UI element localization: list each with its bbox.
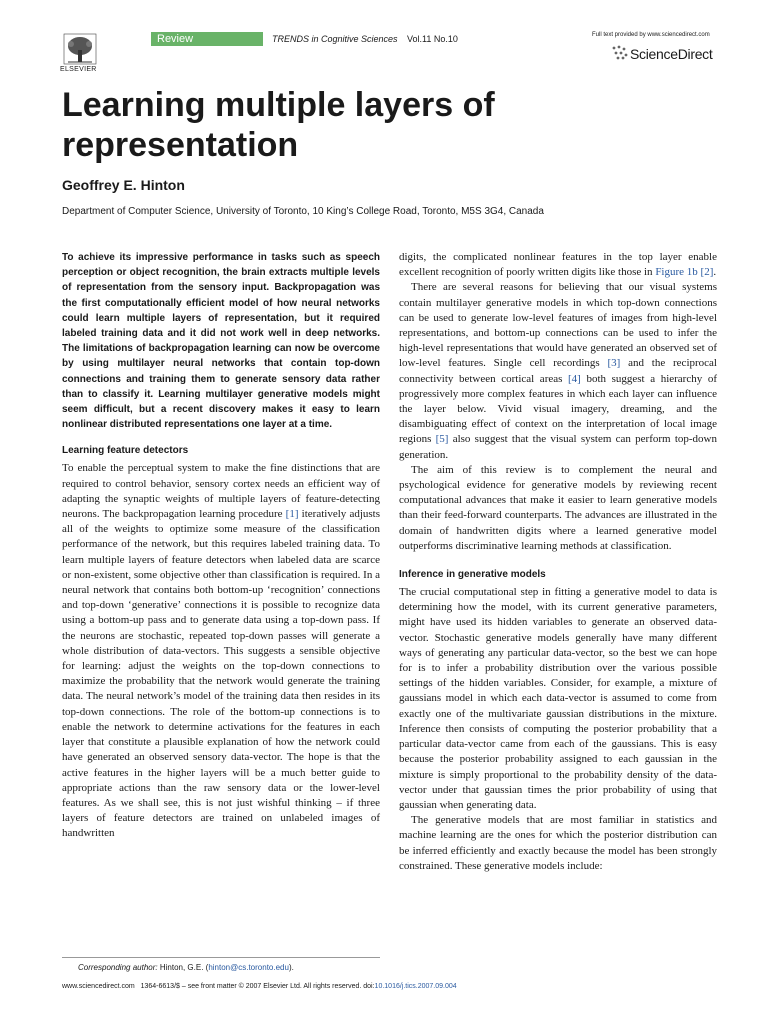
footer-site-link[interactable]: www.sciencedirect.com: [62, 983, 135, 990]
corresponding-author-note: Corresponding author: Hinton, G.E. (hinton@cs.toronto.edu).: [78, 963, 294, 972]
publisher-name: ELSEVIER: [60, 66, 97, 73]
body-paragraph: [399, 280, 717, 462]
body-text: both suggest a hierarchy of progressively more complex features in which each layer can influence the layer below. Vivid visual imagery, dreaming, and the disambiguating effect of context on the interpretation of local image regions: [399, 372, 717, 446]
body-paragraph: The aim of this review is to complement the neural and psychological evidence for generative models by reviewing recent computational advances that make it easier to learn generative models than their feed-forward counterparts. The advances are illustrated in the domain of handwritten digits where a learned generative model outperforms discriminative learning methods at classification.: [399, 463, 717, 552]
body-paragraph: The generative models that are most familiar in statistics and machine learning are the ones for which the posterior distribution can be inferred efficiently and exactly because the model has been strongly constrained. These generative models include:: [399, 814, 717, 872]
body-text: .: [713, 266, 717, 279]
footnote-divider: [62, 957, 380, 958]
citation-link[interactable]: [3]: [607, 357, 621, 370]
author-affiliation: Department of Computer Science, University of Toronto, 10 King’s College Road, Toronto, M5S 3G4, Canada: [62, 206, 544, 217]
author-email-link[interactable]: hinton@cs.toronto.edu: [208, 963, 289, 972]
footer-issn: 1364-6613/$ – see front matter © 2007 Elsevier Ltd. All rights reserved. doi:: [140, 983, 375, 990]
abstract: To achieve its impressive performance in tasks such as speech perception or object recognition, the brain extracts multiple levels of representation from the sensory input. Backpropagation was the first computationally efficient model of how neural networks could learn multiple layers of representation, but it required labeled training data and it did not work well in deep networks. The limitations of backpropagation learning can now be overcome by using multilayer neural networks that contain top-down connections and training them to generate sensory data rather than to classify it. Learning multilayer generative models might seem difficult, but a recent discovery makes it easy to learn nonlinear distributed representations one layer at a time.: [62, 252, 380, 431]
body-paragraph: [62, 461, 380, 841]
body-paragraph: The crucial computational step in fitting a generative model to data is determining how the model, with its current generative parameters, might have used its hidden variables to generate an observed data-vector. Stochastic generative models generally have many different ways of generating any particular data-vector, so the best we can hope for is to infer a probability distribution over the various possible settings of the hidden variables. Consider, for example, a mixture of gaussians model in which each data-vector is assumed to come from exactly one of the multivariate gaussian distributions in the mixture. Inference then consists of computing the posterior probability that a particular data-vector came from each of the gaussians. This is easy because the posterior probability assigned to each gaussian in the mixture is simply proportional to the probability density of the data-vector under that gaussian times the prior probability of using that gaussian when generating data.: [399, 586, 717, 811]
fulltext-note[interactable]: Full text provided by www.sciencedirect.com: [592, 32, 710, 38]
body-text: To enable the perceptual system to make the fine distinctions that are required to control behavior, sensory cortex needs an efficient way of adapting the synaptic weights of multiple layers of feature-detecting neurons. The backpropagation learning procedure: [62, 462, 380, 521]
sciencedirect-logo[interactable]: ScienceDirect: [630, 46, 713, 62]
sciencedirect-dots-icon: [610, 44, 630, 60]
figure-link[interactable]: Figure 1b [2]: [655, 266, 714, 279]
citation-link[interactable]: [5]: [435, 433, 449, 446]
body-text: and the reciprocal connectivity between cortical areas: [399, 357, 717, 385]
body-text: also suggest that the visual system can perform top-down generation.: [399, 433, 718, 461]
right-column: [399, 250, 717, 874]
page-footer: [62, 983, 457, 990]
corresp-name: Hinton, G.E.: [159, 963, 204, 972]
section-heading-inference: Inference in generative models: [399, 569, 546, 581]
corresp-label: Corresponding author:: [78, 963, 158, 972]
citation-link[interactable]: [4]: [568, 372, 581, 385]
journal-name: TRENDS in Cognitive Sciences: [272, 34, 398, 44]
article-author: Geoffrey E. Hinton: [62, 177, 185, 193]
body-text: iteratively adjusts all of the weights to optimize some measure of the classification performance of the network, but this requires labeled training data. To learn multiple layers of feature detectors when labeled data are scarce or non-existent, some objective other than classification is required. In a neural network that contains both bottom-up ‘recognition’ connections and top-down ‘generative’ connections it is possible to recognize data using a bottom-up pass and to generate data using a top-down pass. If the neurons are stochastic, repeated top-down passes will generate a whole distribution of data-vectors. This suggests a sensible objective for learning: adjust the weights on the top-down connections to maximize the probability that the network would generate the training data. The neural network’s model of the training data then resides in its top-down connections. The role of the bottom-up connections is to enable the network to determine activations for the features in each layer that constitute a plausible explanation of how the network could have generated an observed sensory data-vector. The hope is that the active features in the higher layers will be a much better guide to appropriate actions than the raw sensory data or the lower-level features. As we shall see, this is not just wishful thinking – if three layers of feature detectors are trained on unlabeled images of handwritten: [62, 508, 380, 840]
body-text: digits, the complicated nonlinear features in the top layer enable excellent recognition of poorly written digits like those in: [399, 251, 717, 279]
article-title: Learning multiple layers of representation: [62, 86, 495, 164]
body-text: There are several reasons for believing that our visual systems contain multilayer generative models in which top-down connections can be used to generate low-level features of images from high-level representations, and bottom-up connections can be used to infer the high-level representations that would have generated an observed set of low-level features. Single cell recordings: [399, 281, 717, 370]
section-heading-feature-detectors: Learning feature detectors: [62, 445, 189, 457]
citation-link[interactable]: [1]: [285, 508, 299, 521]
left-column: [62, 250, 380, 842]
journal-volume: Vol.11 No.10: [407, 34, 458, 44]
review-tag: Review: [151, 32, 263, 46]
body-paragraph: [399, 250, 717, 280]
doi-link[interactable]: 10.1016/j.tics.2007.09.004: [374, 983, 457, 990]
